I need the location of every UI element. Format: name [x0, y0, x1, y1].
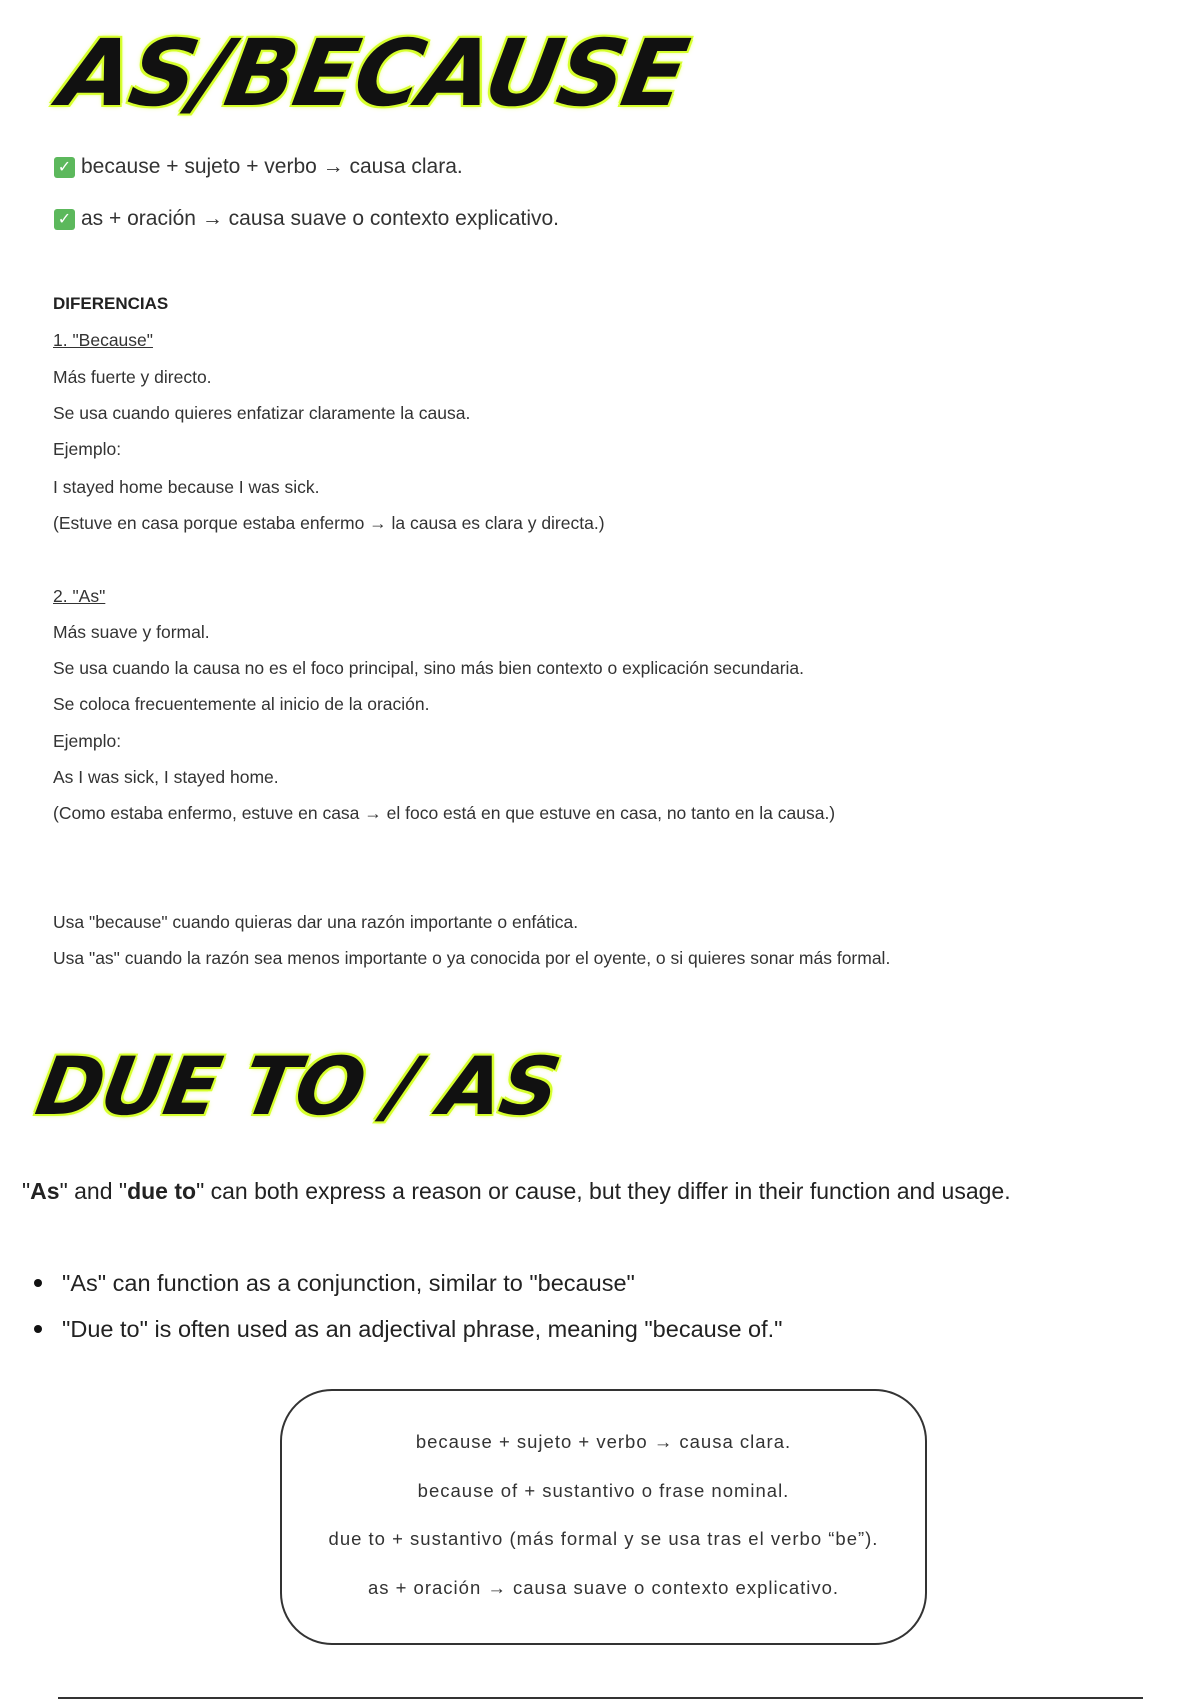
rule-as	[54, 207, 559, 231]
because-example: I stayed home because I was sick.	[53, 477, 320, 497]
intro-text: " and "	[59, 1178, 128, 1204]
intro-text: "	[22, 1178, 31, 1204]
as-example: As I was sick, I stayed home.	[53, 767, 279, 787]
rule-text: as + oración → causa suave o contexto explicativo.	[81, 207, 560, 230]
checkmark-icon: ✓	[54, 209, 75, 230]
bullet-icon	[34, 1279, 42, 1287]
because-line: Más fuerte y directo.	[53, 367, 212, 387]
as-line: Se coloca frecuentemente al inicio de la oración.	[53, 694, 430, 714]
section-title-due-to-as: DUE TO / AS	[29, 1040, 566, 1133]
box-line: due to + sustantivo (más formal y se usa tras el verbo “be”).	[328, 1528, 879, 1549]
because-line: Se usa cuando quieres enfatizar claramente la causa.	[53, 403, 471, 423]
section-title-as-because: AS/BECAUSE	[52, 20, 694, 127]
bullet-text: "As" can function as a conjunction, similar to "because"	[62, 1269, 635, 1296]
rule-text: because + sujeto + verbo → causa clara.	[81, 155, 463, 178]
box-line: as + oración → causa suave o contexto explicativo.	[367, 1577, 840, 1598]
as-line: Más suave y formal.	[53, 622, 210, 642]
summary-line: Usa "because" cuando quieras dar una razón importante o enfática.	[53, 912, 579, 932]
summary-line: Usa "as" cuando la razón sea menos importante o ya conocida por el oyente, o si quieres sonar más formal.	[53, 948, 891, 968]
divider	[58, 1697, 1143, 1699]
bullet-text: "Due to" is often used as an adjectival phrase, meaning "because of."	[62, 1315, 783, 1342]
as-line: Ejemplo:	[53, 731, 122, 751]
checkmark-icon: ✓	[54, 157, 75, 178]
intro-text: " can both express a reason or cause, but they differ in their function and usage.	[196, 1178, 1011, 1204]
differences-heading: DIFERENCIAS	[53, 294, 169, 313]
rule-because	[54, 155, 463, 179]
list-item	[34, 1306, 783, 1352]
as-subheading: 2. "As"	[53, 586, 106, 606]
intro-paragraph	[22, 1178, 1011, 1205]
list-item	[34, 1260, 783, 1306]
box-line: because of + sustantivo o frase nominal.	[417, 1480, 790, 1501]
because-subheading: 1. "Because"	[53, 330, 153, 350]
bullet-icon	[34, 1325, 42, 1333]
as-line: Se usa cuando la causa no es el foco principal, sino más bien contexto o explicación secundaria.	[53, 658, 805, 678]
box-line: because + sujeto + verbo → causa clara.	[415, 1431, 792, 1452]
because-line: Ejemplo:	[53, 439, 122, 459]
bullet-list	[34, 1260, 783, 1352]
summary-box	[280, 1389, 927, 1645]
intro-bold-as: As	[30, 1178, 60, 1204]
as-translation: (Como estaba enfermo, estuve en casa → el foco está en que estuve en casa, no tanto en la causa.)	[53, 803, 836, 823]
because-translation: (Estuve en casa porque estaba enfermo → la causa es clara y directa.)	[53, 513, 605, 533]
intro-bold-due-to: due to	[127, 1178, 197, 1204]
